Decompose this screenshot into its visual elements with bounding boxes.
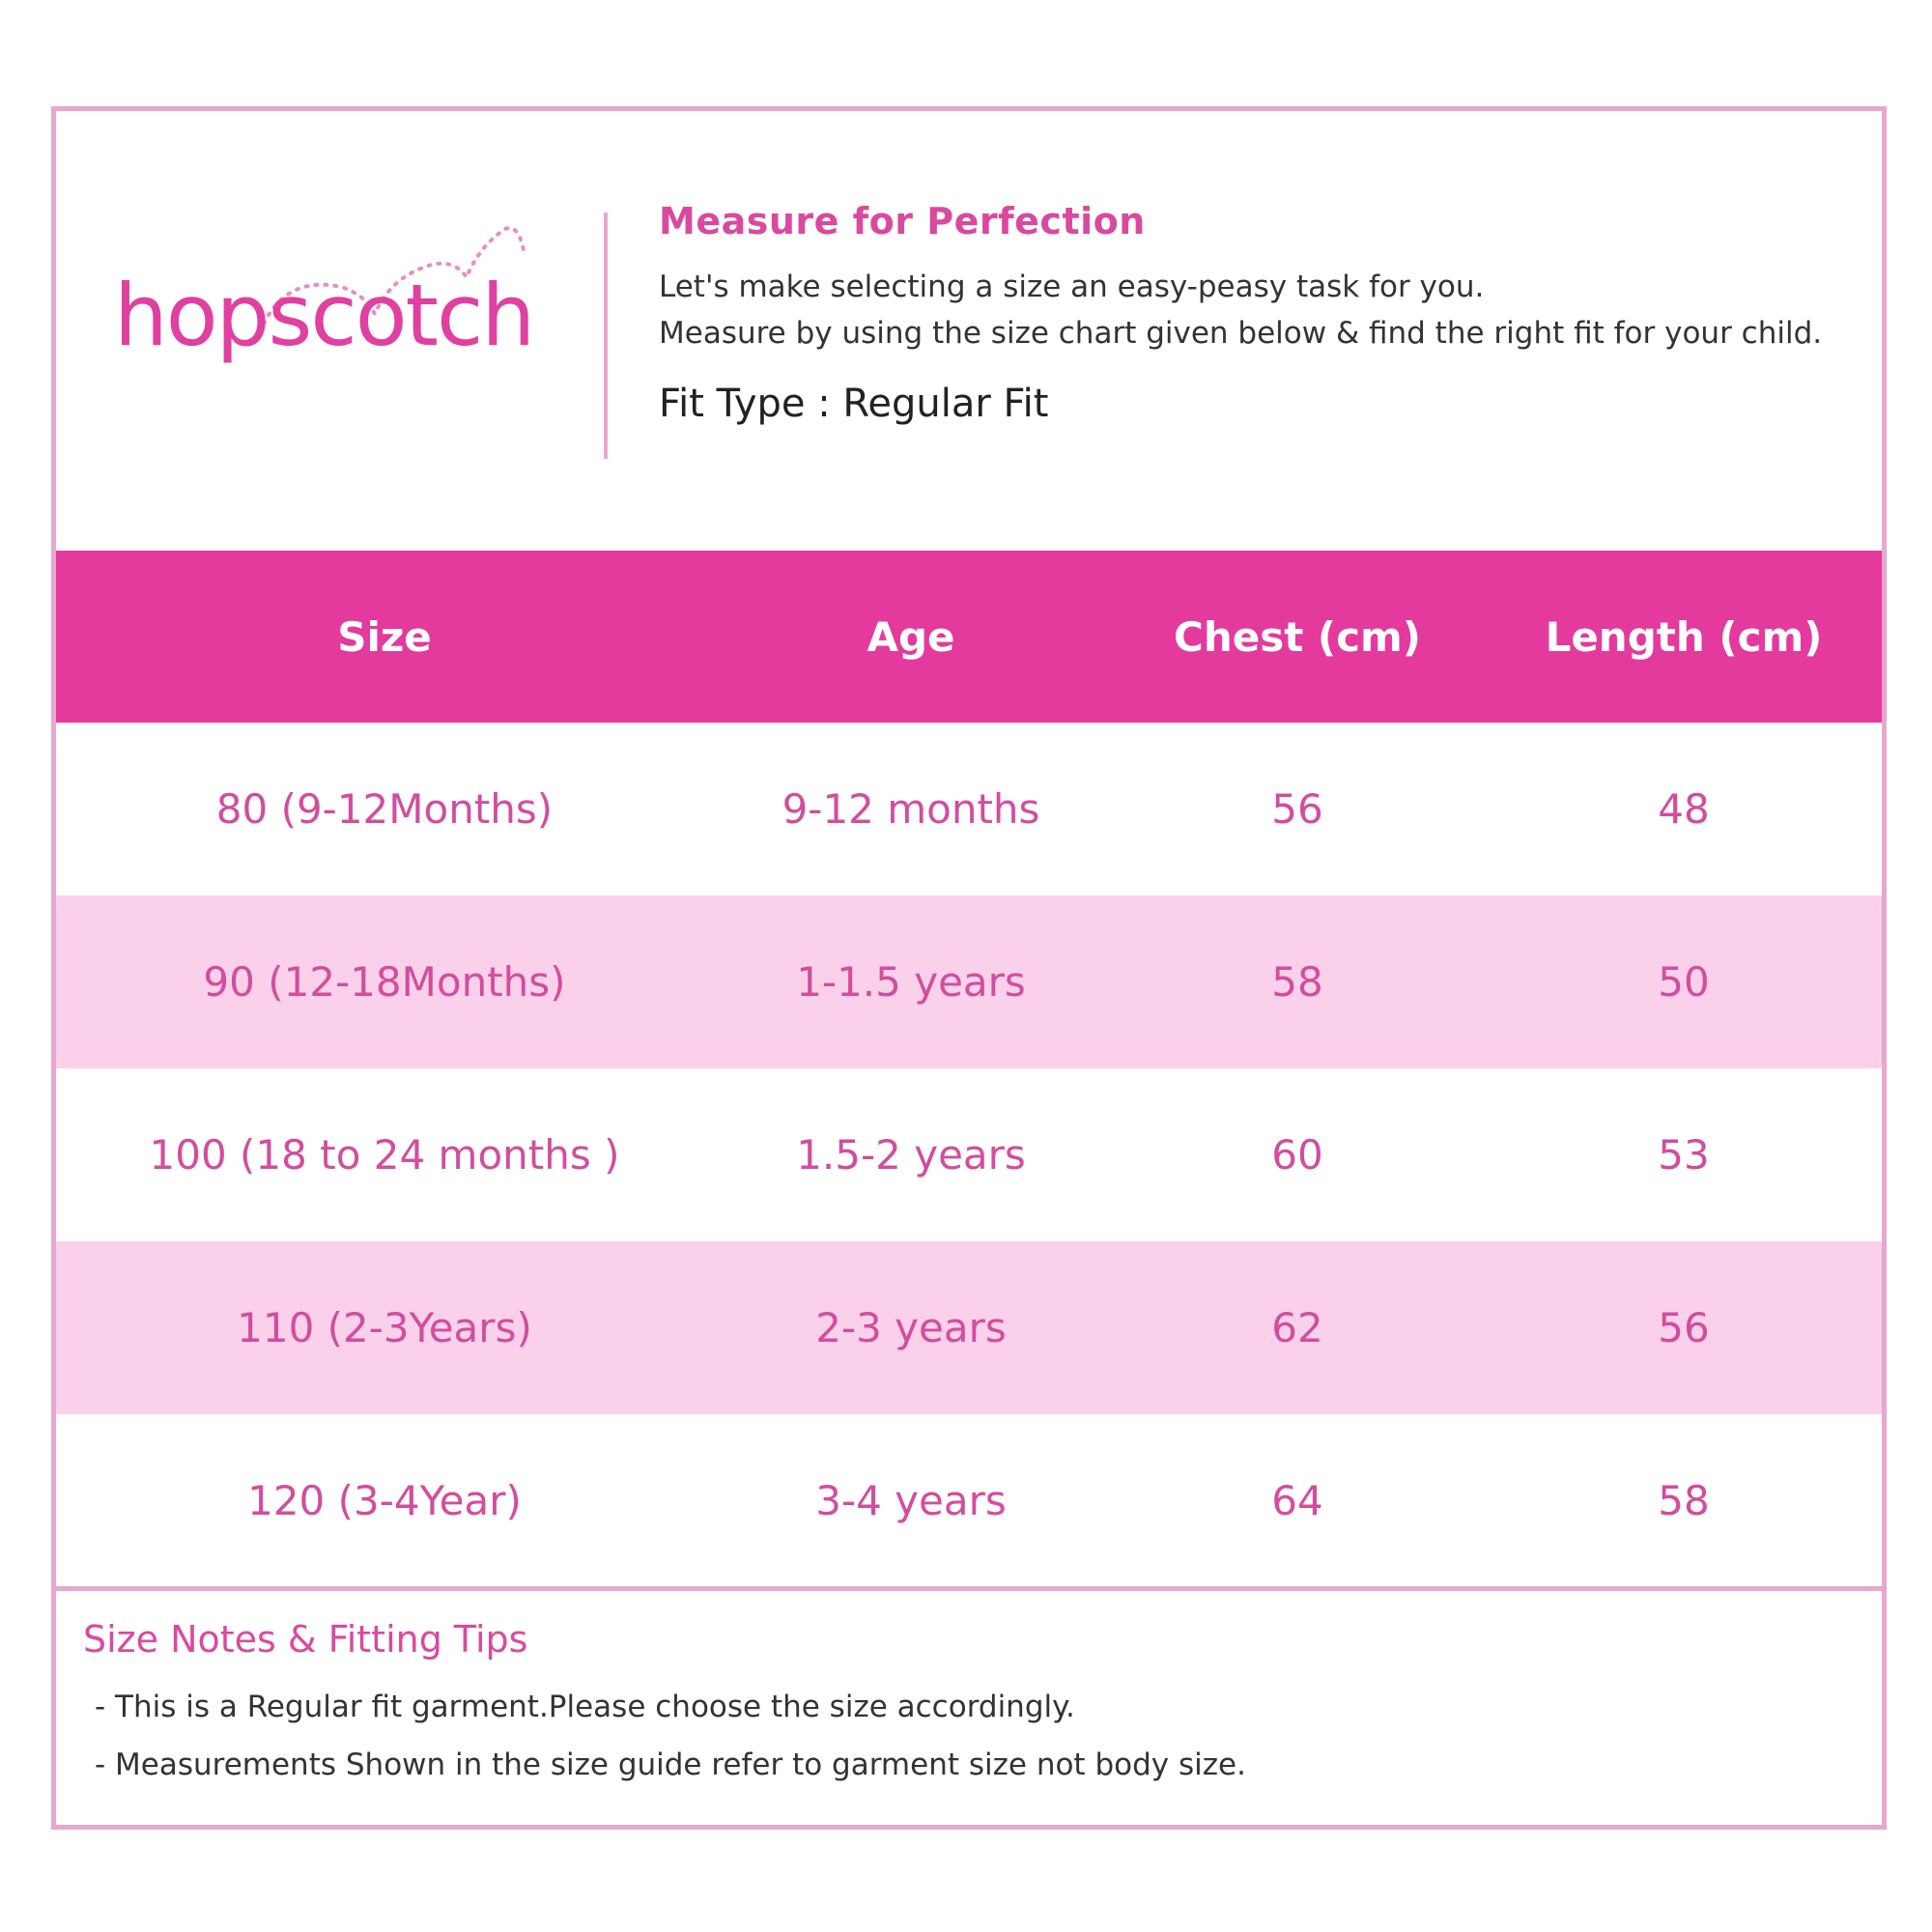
notes-divider: [56, 1586, 1882, 1591]
cell-length: 56: [1658, 1304, 1710, 1351]
notes-title: Size Notes & Fitting Tips: [83, 1618, 528, 1661]
intro-line-1: Let's make selecting a size an easy-peasy task for you.: [659, 270, 1485, 304]
cell-size: 90 (12-18Months): [203, 958, 566, 1006]
cell-age: 1-1.5 years: [796, 958, 1026, 1006]
cell-size: 110 (2-3Years): [237, 1304, 532, 1351]
cell-chest: 58: [1271, 958, 1323, 1006]
table-row: [56, 1414, 1882, 1587]
cell-chest: 60: [1271, 1131, 1323, 1179]
cell-age: 1.5-2 years: [796, 1131, 1026, 1179]
brand-wordmark: hopscotch: [114, 266, 534, 365]
intro-section: [659, 200, 1837, 426]
header-length: Length (cm): [1545, 612, 1823, 661]
cell-chest: 64: [1271, 1477, 1323, 1524]
header-size: Size: [337, 612, 432, 661]
table-row: [56, 1241, 1882, 1414]
cell-chest: 62: [1271, 1304, 1323, 1351]
cell-size: 80 (9-12Months): [215, 785, 554, 833]
header-chest: Chest (cm): [1174, 612, 1421, 661]
table-row: [56, 895, 1882, 1068]
size-chart-card: [51, 106, 1887, 1830]
cell-chest: 56: [1271, 785, 1323, 833]
table-row: [56, 1068, 1882, 1241]
intro-title: Measure for Perfection: [659, 200, 1146, 242]
cell-age: 3-4 years: [815, 1477, 1007, 1524]
cell-length: 53: [1658, 1131, 1710, 1179]
cell-age: 2-3 years: [815, 1304, 1007, 1351]
table-header: [56, 551, 1882, 723]
note-item: - This is a Regular fit garment.Please choose the size accordingly.: [95, 1690, 1075, 1724]
size-notes: [83, 1618, 1822, 1794]
cell-size: 100 (18 to 24 months ): [149, 1131, 620, 1179]
cell-length: 50: [1658, 958, 1710, 1006]
fit-type: Fit Type : Regular Fit: [659, 382, 1049, 426]
cell-size: 120 (3-4Year): [247, 1477, 522, 1524]
cell-length: 48: [1658, 785, 1710, 833]
header-age: Age: [867, 612, 955, 661]
header-divider: [604, 213, 608, 459]
note-item: - Measurements Shown in the size guide refer to garment size not body size.: [95, 1747, 1246, 1782]
table-row: [56, 723, 1882, 895]
size-table: [56, 551, 1882, 1587]
intro-line-2: Measure by using the size chart given below & find the right fit for your child.: [659, 316, 1823, 351]
cell-length: 58: [1658, 1477, 1710, 1524]
cell-age: 9-12 months: [781, 785, 1040, 833]
